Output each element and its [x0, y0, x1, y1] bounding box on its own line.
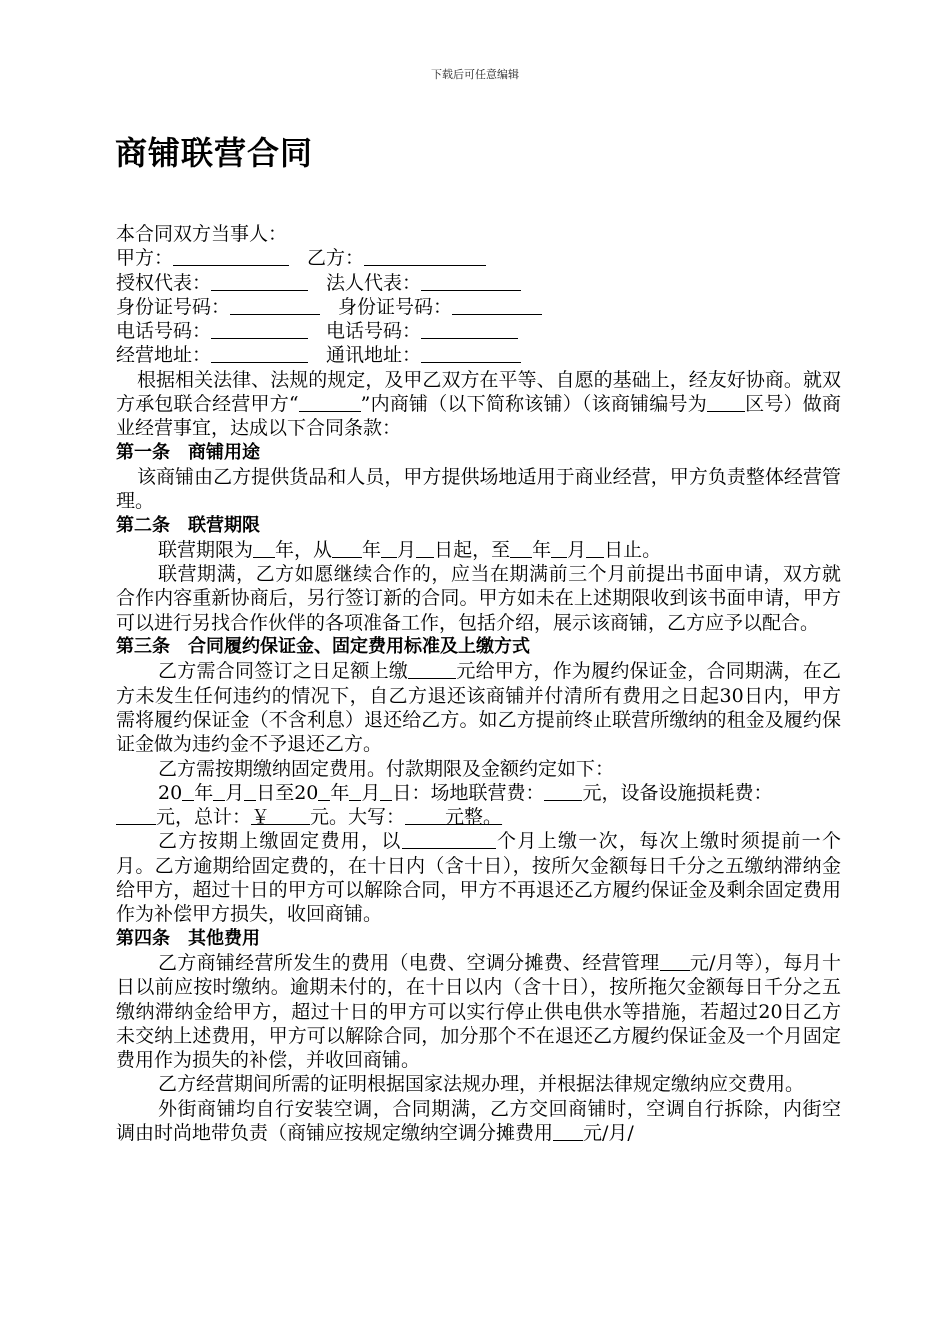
rep-row: [116, 271, 841, 295]
biz-addr-blank: [211, 344, 308, 363]
fee-intro: 乙方需按期缴纳固定费用。付款期限及金额约定如下：: [158, 757, 615, 780]
equipment-fee-blank: [116, 806, 156, 825]
period-text: 日止。: [604, 538, 662, 561]
renewal-text: 联营期满，乙方如愿继续合作的，应当在期满前三个月前提出书面申请，双方就合作内容重新协商后，另行签订新的合同。甲方如未在上述期限收到该书面申请，甲方可以进行另找合作伙伴的各项准备工作，包括介绍，展示该商铺，乙方应予以配合。: [116, 563, 841, 634]
period-text: 日起，至: [434, 538, 511, 561]
certificates-clause: 乙方经营期间所需的证明根据国家法规办理，并根据法律规定缴纳应交费用。: [158, 1073, 805, 1096]
deposit-text: 元给甲方，作为履约保证金，合同期满，在乙方未发生任何违约的情况下，自乙方退还该商铺并付清所有费用之日起30日内，甲方需将履约保证金（不含利息）退还给乙方。如乙方提前终止联营所缴纳的租金及履约保证金做为违约金不予退还乙方。: [116, 660, 841, 756]
start-day-blank: [416, 539, 434, 558]
fee-text: 年: [330, 781, 350, 804]
aircon-text: 外街商铺均自行安装空调，合同期满，乙方交回商铺时，空调自行拆除，内街空调由时尚地带负责（商铺应按规定缴纳空调分摊费用: [116, 1097, 841, 1144]
other-fees-text: 元/月等），每月十日以前应按时缴纳。逾期未付的，在十日以内（含十日），按所拖欠金额每日千分之五缴纳滞纳金给甲方，超过十日的甲方可以实行停止供电供水等措施，若超过20日乙方未交纳上述费用，甲方可以解除合同，加分那个不在退还乙方履约保证金及一个月固定费用作为损失的补偿，并收回商铺。: [116, 951, 841, 1072]
period-text: 联营期限为: [158, 538, 254, 561]
aircon-fee-blank: [553, 1122, 583, 1141]
payment-text: 乙方按期上缴固定费用，以: [158, 830, 402, 853]
phone-row: [116, 319, 841, 343]
biz-addr-label: 经营地址：: [116, 344, 212, 367]
fee-text: 元。大写：: [310, 806, 406, 829]
address-row: [116, 343, 841, 367]
header-note: 下载后可任意编辑: [431, 68, 519, 81]
article-1-text: 该商铺由乙方提供货品和人员，甲方提供场地适用于商业经营，甲方负责整体经营管理。: [116, 465, 841, 513]
management-fee-blank: [660, 952, 690, 971]
article-2-heading: 第二条 联营期限: [116, 514, 260, 536]
article-3-heading: 第三条 合同履约保证金、固定费用标准及上缴方式: [116, 636, 530, 658]
payment-clause: [116, 829, 841, 926]
phone-b-label: 电话号码：: [326, 320, 422, 343]
payment-interval-blank: [402, 830, 496, 849]
venue-fee-blank: [544, 782, 582, 801]
fee-year-blank: [318, 782, 330, 801]
deposit-text: 乙方需合同签订之日足额上缴: [158, 660, 409, 683]
fee-month-blank: [349, 782, 361, 801]
period-years-blank: [253, 539, 275, 558]
other-fees-text: 乙方商铺经营所发生的费用（电费、空调分摊费、经营管理: [158, 951, 660, 974]
period-text: 月: [397, 538, 417, 561]
fee-year-blank: [182, 782, 194, 801]
shop-number-blank: [707, 393, 745, 412]
fee-text: 年: [194, 781, 214, 804]
term-period: [116, 538, 841, 562]
period-text: 年: [362, 538, 382, 561]
party-row: [116, 246, 841, 270]
preamble-text-3: 区号）做商业经营事宜，达成以下合同条款：: [116, 393, 841, 440]
end-day-blank: [586, 539, 604, 558]
id-b-label: 身份证号码：: [338, 295, 453, 318]
yuan-symbol: ￥: [251, 806, 271, 829]
fee-text: 日：场地联营费：: [392, 781, 545, 804]
contract-body: [116, 222, 841, 1145]
amount-words-suffix: 元整。: [445, 806, 503, 829]
fee-text: 元，设备设施损耗费：: [582, 781, 773, 804]
parties-intro: 本合同双方当事人：: [116, 223, 288, 245]
end-month-blank: [551, 539, 567, 558]
mail-addr-label: 通讯地址：: [326, 344, 422, 367]
party-a-label: 甲方：: [116, 247, 174, 270]
period-text: 年: [532, 538, 552, 561]
period-text: 年，从: [275, 538, 333, 561]
mall-name-blank: [299, 393, 361, 412]
id-a-blank: [230, 296, 320, 315]
phone-a-label: 电话号码：: [116, 320, 212, 343]
amount-words-blank: [405, 806, 445, 825]
start-month-blank: [381, 539, 397, 558]
fee-text: 月: [225, 781, 245, 804]
id-a-label: 身份证号码：: [116, 295, 231, 318]
aircon-text: 元/月/: [583, 1121, 634, 1144]
payment-text: 个月上缴一次，每次上缴时须提前一个月。乙方逾期给固定费的，在十日内（含十日），按所欠金额每日千分之五缴纳滞纳金给甲方，超过十日的甲方可以解除合同，甲方不再退还乙方履约保证金及剩余固定费用作为补偿甲方损失，收回商铺。: [116, 830, 841, 926]
party-b-label: 乙方：: [307, 247, 365, 270]
fee-text: 20: [158, 781, 183, 804]
deposit-amount-blank: [408, 660, 456, 679]
party-b-blank: [364, 247, 486, 266]
party-a-blank: [173, 247, 289, 266]
article-1-heading: 第一条 商铺用途: [116, 441, 260, 463]
period-text: 月: [567, 538, 587, 561]
article-4-heading: 第四条 其他费用: [116, 927, 260, 949]
fee-text: 元，总计：: [156, 806, 252, 829]
end-year-blank: [510, 539, 532, 558]
legal-rep-label: 法人代表：: [326, 271, 422, 294]
fee-day-blank: [380, 782, 392, 801]
fee-line-1: [116, 781, 841, 805]
mail-addr-blank: [421, 344, 521, 363]
aircon-clause: [116, 1097, 841, 1146]
document-title: 商铺联营合同: [115, 134, 314, 172]
id-b-blank: [452, 296, 542, 315]
total-amount-blank: [270, 806, 310, 825]
fee-month-blank: [213, 782, 225, 801]
start-year-blank: [332, 539, 362, 558]
other-fees-clause: [116, 951, 841, 1072]
phone-a-blank: [211, 320, 308, 339]
preamble: [116, 368, 841, 441]
preamble-text-2: ”内商铺（以下简称该铺）（该商铺编号为: [360, 393, 707, 416]
fee-text: 月: [361, 781, 381, 804]
legal-rep-blank: [421, 272, 521, 291]
preamble-text-1: 根据相关法律、法规的规定，及甲乙双方在平等、自愿的基础上，经友好协商。就双方承包联合经营甲方“: [116, 368, 841, 416]
fee-text: 日至20: [256, 781, 319, 804]
fee-day-blank: [244, 782, 256, 801]
deposit-clause: [116, 659, 841, 756]
auth-rep-blank: [211, 272, 308, 291]
auth-rep-label: 授权代表：: [116, 271, 212, 294]
fee-line-2: [116, 805, 841, 829]
phone-b-blank: [421, 320, 518, 339]
id-row: [116, 295, 841, 319]
